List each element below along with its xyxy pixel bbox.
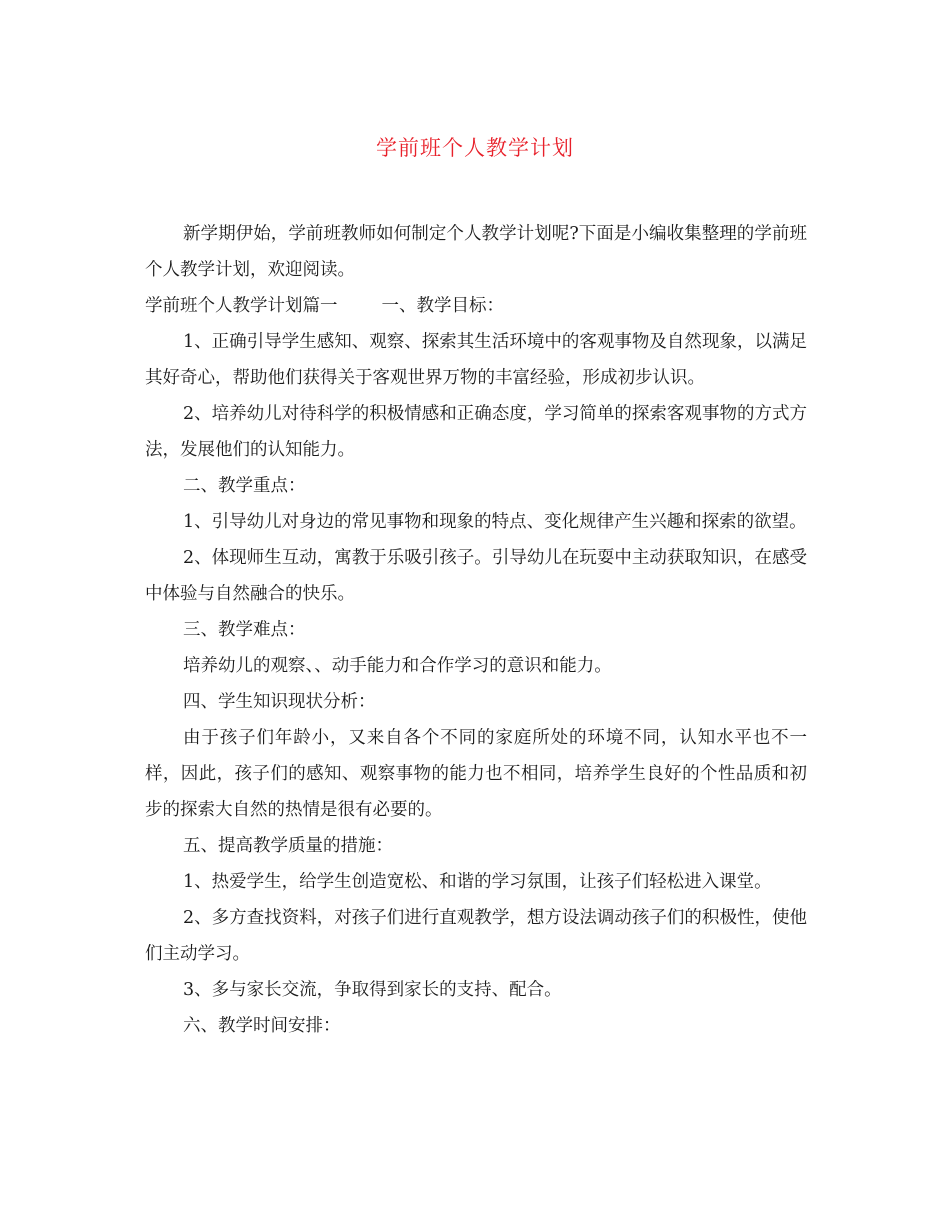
analysis-paragraph: 由于孩子们年龄小，又来自各个不同的家庭所处的环境不同，认知水平也不一样，因此，孩子们的感知、观察事物的能力也不相同，培养学生良好的个性品质和初步的探索大自然的热情是很有必要的。: [145, 728, 807, 820]
heading-time-schedule: 六、教学时间安排：: [183, 1016, 341, 1036]
difficulty-item: 培养幼儿的观察、、动手能力和合作学习的意识和能力。: [183, 656, 612, 676]
section-heading-line: [145, 288, 807, 324]
heading-teaching-goals: 一、教学目标：: [381, 296, 504, 316]
goal-item-2: 2、培养幼儿对待科学的积极情感和正确态度，学习简单的探索客观事物的方式方法，发展他们的认知能力。: [145, 404, 807, 460]
heading-teaching-difficulty: 三、教学难点：: [183, 620, 306, 640]
focus-item-1: 1、引导幼儿对身边的常见事物和现象的特点、变化规律产生兴趣和探索的欲望。: [183, 512, 807, 532]
heading-quality-measures: 五、提高教学质量的措施：: [183, 836, 393, 856]
measure-item-2: 2、多方查找资料，对孩子们进行直观教学，想方设法调动孩子们的积极性，使他们主动学习。: [145, 908, 807, 964]
measure-item-1: 1、热爱学生，给学生创造宽松、和谐的学习氛围，让孩子们轻松进入课堂。: [183, 872, 772, 892]
document-body: [145, 216, 807, 1044]
heading-student-analysis: 四、学生知识现状分析：: [183, 692, 376, 712]
measure-item-3: 3、多与家长交流，争取得到家长的支持、配合。: [183, 980, 562, 1000]
plan-chapter-label: 学前班个人教学计划篇一: [145, 296, 338, 316]
heading-teaching-focus: 二、教学重点：: [183, 476, 306, 496]
document-title: 学前班个人教学计划: [376, 136, 574, 160]
focus-item-2: 2、体现师生互动，寓教于乐吸引孩子。引导幼儿在玩耍中主动获取知识，在感受中体验与自然融合的快乐。: [145, 548, 807, 604]
goal-item-1: 1、正确引导学生感知、观察、探索其生活环境中的客观事物及自然现象，以满足其好奇心，帮助他们获得关于客观世界万物的丰富经验，形成初步认识。: [145, 332, 807, 388]
intro-paragraph: 新学期伊始，学前班教师如何制定个人教学计划呢?下面是小编收集整理的学前班个人教学计划，欢迎阅读。: [145, 224, 807, 280]
